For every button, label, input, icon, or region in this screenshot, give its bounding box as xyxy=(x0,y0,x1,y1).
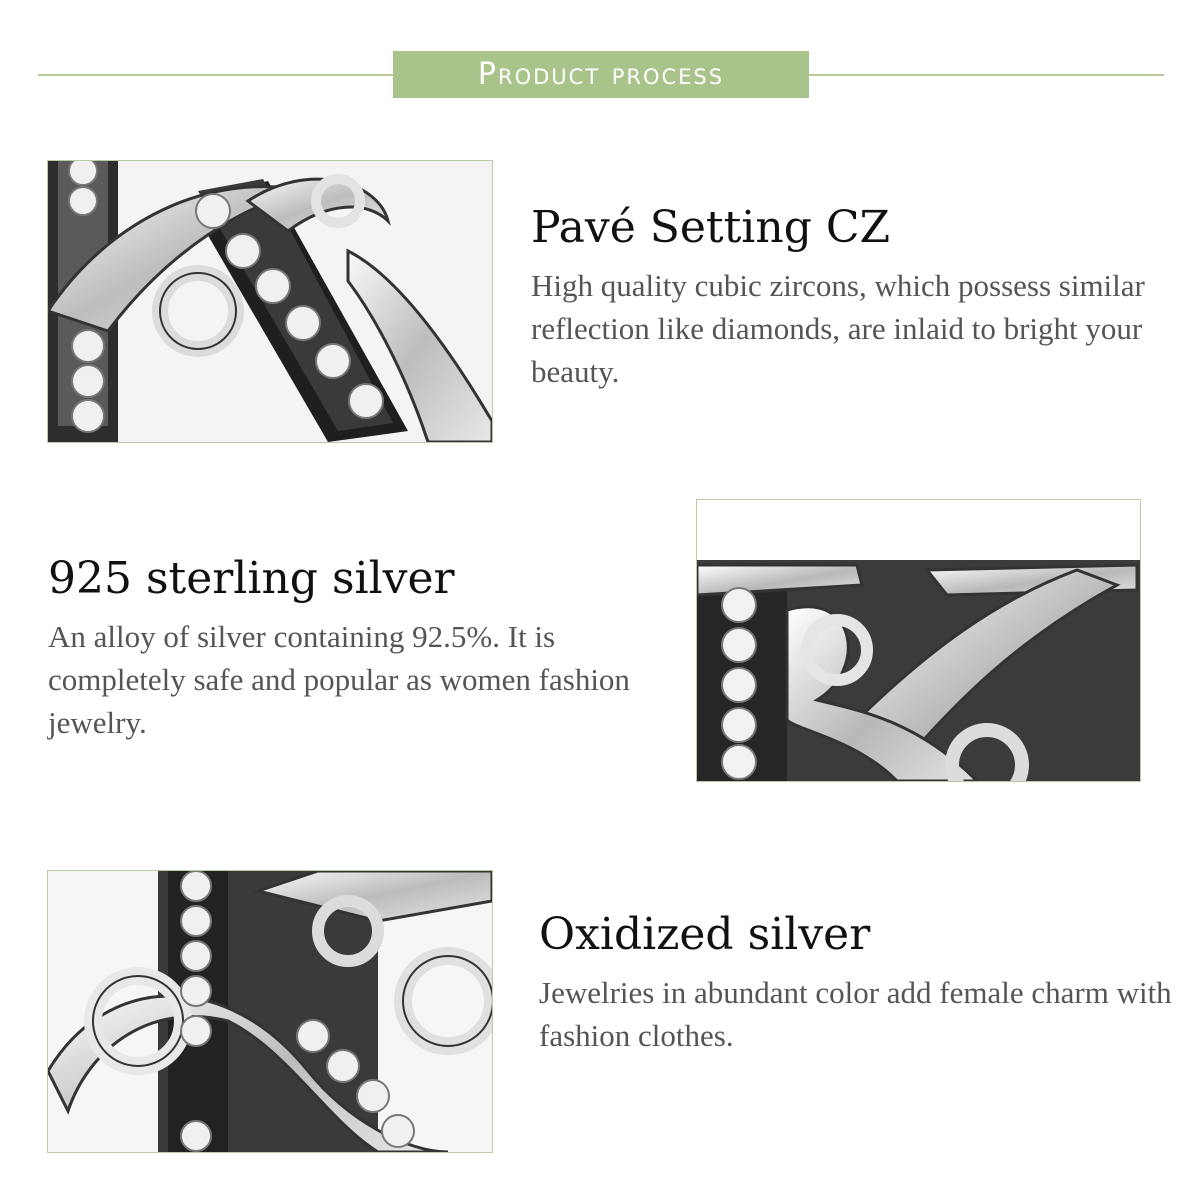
feature-title: Pavé Setting CZ xyxy=(531,202,891,253)
feature-oxidized-silver xyxy=(539,909,1179,1057)
oxidized-silver-image xyxy=(47,870,493,1153)
section-title: Product process xyxy=(477,57,725,92)
feature-pave-setting xyxy=(531,202,1171,393)
header-divider-right xyxy=(808,74,1164,76)
feature-description: Jewelries in abundant color add female charm with fashion clothes. xyxy=(539,975,1172,1053)
feature-description: An alloy of silver containing 92.5%. It is completely safe and popular as women fashion jewelry. xyxy=(48,619,630,740)
feature-description: High quality cubic zircons, which possess similar reflection like diamonds, are inlaid to bright your beauty. xyxy=(531,268,1145,389)
charm-closeup-icon xyxy=(48,871,492,1152)
feature-sterling-silver xyxy=(48,553,648,744)
feature-title: Oxidized silver xyxy=(539,909,871,960)
pave-setting-image xyxy=(47,160,493,443)
header-divider-left xyxy=(38,74,394,76)
feature-title: 925 sterling silver xyxy=(48,553,455,604)
sterling-silver-image xyxy=(696,499,1141,782)
section-banner xyxy=(393,51,809,98)
charm-closeup-icon xyxy=(48,161,492,442)
charm-closeup-icon xyxy=(697,500,1140,781)
